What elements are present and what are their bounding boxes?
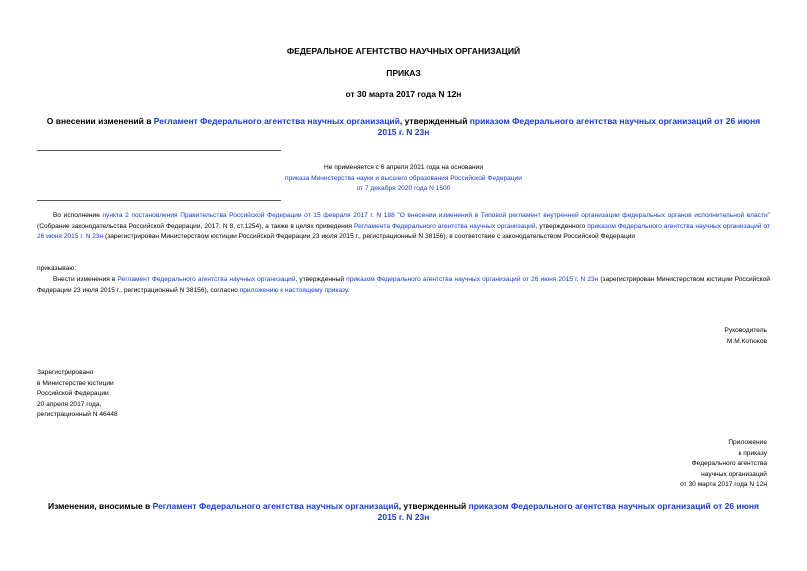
appendix-line: научных организаций — [701, 470, 767, 478]
order-word: приказываю: — [37, 265, 77, 272]
registration-line: Российской Федерации — [37, 390, 109, 397]
order-text-2: , утвержденный — [295, 276, 347, 283]
divider-bottom — [37, 200, 281, 201]
divider-top — [37, 150, 281, 151]
order-text-1: Внести изменения в — [53, 276, 118, 283]
order-link-appendix[interactable]: приложению к настоящему приказу — [239, 286, 348, 294]
appendix-line: Приложение — [728, 439, 767, 446]
notice-link-line-3[interactable]: от 7 декабря 2020 года N 1500 — [356, 185, 451, 192]
title-link-order[interactable]: приказом Федерального агентства научных организаций от 26 июня 2015 г. N 23н — [377, 116, 761, 137]
registration-line: 20 апреля 2017 года, — [37, 400, 102, 408]
preamble-text-4: (зарегистрирован Министерством юстиции Российской Федерации 23 июля 2015 г., регистрационный N 38156), в соответствие с законодательством Российской Федерации — [103, 233, 636, 241]
document-title — [40, 116, 767, 138]
appendix-line: Федерального агентства — [691, 460, 767, 467]
order-paragraph — [37, 275, 770, 296]
agency-heading: ФЕДЕРАЛЬНОЕ АГЕНТСТВО НАУЧНЫХ ОРГАНИЗАЦИЙ — [286, 46, 521, 56]
order-text-3: (зарегистрирован Министерством юстиции Российской Федерации 23 июля 2015 г., регистрационный N 38156), согласно — [37, 276, 770, 294]
registration-block — [37, 368, 118, 421]
preamble-link-regulation[interactable]: Регламента Федерального агентства научных организаций — [354, 222, 536, 230]
title-prefix: О внесении изменений в — [46, 116, 154, 126]
preamble-paragraph — [37, 211, 770, 243]
changes-title-middle: , утвержденный — [398, 501, 469, 511]
document-date-number: от 30 марта 2017 года N 12н — [345, 89, 462, 99]
notice-link-line-2[interactable]: приказа Министерства науки и высшего образования Российской Федерации — [285, 174, 522, 182]
signature-name: М.М.Котюков — [726, 338, 767, 345]
registration-line: Зарегистрировано — [37, 369, 94, 376]
notice-line-1: Не применяется с 6 апреля 2021 года на основании — [323, 164, 484, 171]
preamble-text-2: (Собрание законодательства Российской Федерации, 2017, N 8, ст.1254), а также в целях приведения — [37, 222, 354, 230]
document-type: ПРИКАЗ — [386, 68, 421, 78]
preamble-text-1: Во исполнение — [53, 212, 103, 219]
changes-title-link-order[interactable]: приказом Федерального агентства научных организаций от 26 июня 2015 г. N 23н — [377, 501, 760, 522]
appendix-block — [680, 438, 767, 491]
changes-title-link-regulation[interactable]: Регламент Федерального агентства научных организаций — [152, 501, 399, 511]
title-middle: , утвержденный — [399, 116, 470, 126]
signature-role: Руководитель — [724, 327, 767, 334]
preamble-link-order[interactable]: приказом Федерального агентства научных организаций от 26 июня 2015 г. N 23н — [37, 222, 770, 241]
order-text-4: . — [347, 286, 350, 294]
registration-line: регистрационный N 46448 — [37, 411, 118, 418]
preamble-link-decree[interactable]: пункта 2 постановления Правительства Российской Федерации от 15 февраля 2017 г. N 188 "О внесении изменений в Типовой регламент внутренней организации федеральных органов исполнительной власти" — [102, 212, 771, 219]
registration-line: в Министерстве юстиции — [37, 379, 114, 387]
appendix-line: к приказу — [738, 449, 767, 457]
order-link-order[interactable]: приказом Федерального агентства научных организаций от 26 июня 2015 г. N 23н — [346, 276, 599, 283]
order-link-regulation[interactable]: Регламент Федерального агентства научных организаций — [117, 276, 296, 283]
changes-title — [40, 501, 767, 523]
appendix-line: от 30 марта 2017 года N 12н — [680, 481, 767, 488]
changes-title-prefix: Изменения, вносимые в — [47, 501, 153, 511]
title-link-regulation[interactable]: Регламент Федерального агентства научных организаций — [153, 116, 400, 126]
preamble-text-3: , утвержденного — [535, 222, 588, 230]
